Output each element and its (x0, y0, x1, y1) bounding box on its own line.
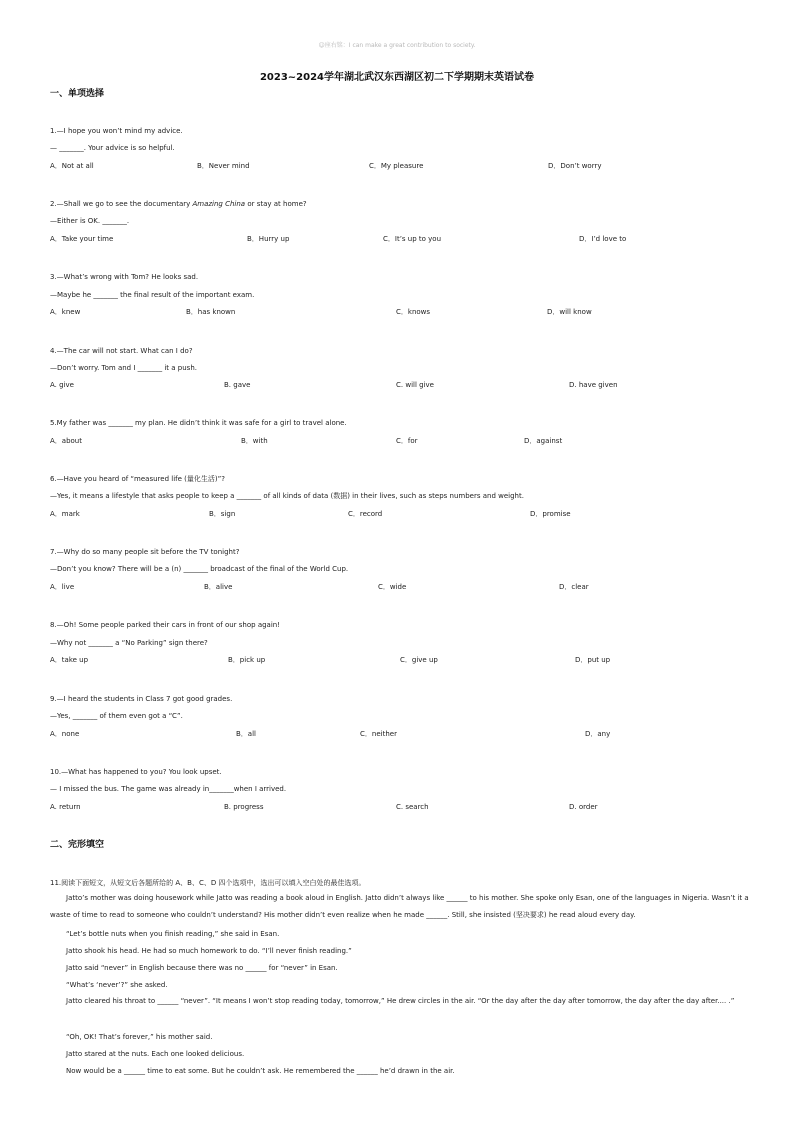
cloze-paragraph-1: Jatto’s mother was doing housework while Jatto was reading a book aloud in English. Jatto didn’t always like ______ to his mother. She spoke only Esan, one of the languages in Nigeria. Wasn’t it a waste of time to read to someone who couldn’t understand? His mother didn’t even realize when he made ______. Still, she insisted (坚决要求) he read aloud every day. (50, 894, 749, 919)
page-motto: ☺座右铭：I can make a great contribution to society. (318, 42, 476, 49)
q5-option-b[interactable]: B．with (241, 437, 268, 445)
q4-option-a[interactable]: A. give (50, 381, 74, 389)
cloze-paragraph-8: Jatto stared at the nuts. Each one looked delicious. (66, 1050, 245, 1058)
q1-option-a[interactable]: A．Not at all (50, 162, 94, 170)
question-1-reply: — _______. Your advice is so helpful. (50, 144, 175, 152)
q6-option-d[interactable]: D．promise (530, 510, 571, 518)
cloze-instruction: 11.阅读下面短文，从短文后各题所给的 A、B、C、D 四个选项中，选出可以填入空白处的最佳选项。 (50, 879, 366, 887)
q4-option-d[interactable]: D. have given (569, 381, 618, 389)
question-4-reply: —Don’t worry. Tom and I _______ it a push. (50, 364, 197, 372)
q2-option-c[interactable]: C．It’s up to you (383, 235, 442, 243)
question-10-stem: 10.—What has happened to you? You look upset. (50, 768, 222, 776)
exam-title: 2023~2024学年湖北武汉东西湖区初二下学期期末英语试卷 (259, 72, 535, 83)
q2-option-a[interactable]: A．Take your time (50, 235, 114, 243)
q9-option-d[interactable]: D．any (585, 730, 611, 738)
q5-option-d[interactable]: D．against (524, 437, 563, 445)
q9-option-c[interactable]: C．neither (360, 730, 397, 738)
q3-option-c[interactable]: C．knows (396, 308, 431, 316)
q1-option-c[interactable]: C．My pleasure (369, 162, 424, 170)
question-3-stem: 3.—What’s wrong with Tom? He looks sad. (50, 273, 199, 281)
question-7-reply: —Don’t you know? There will be a (n) _______ broadcast of the final of the World Cup. (50, 565, 349, 573)
q4-option-c[interactable]: C. will give (396, 381, 434, 389)
question-1-stem: 1.—I hope you won’t mind my advice. (50, 127, 183, 135)
q2-option-b[interactable]: B．Hurry up (247, 235, 290, 243)
question-3-reply: —Maybe he _______ the final result of the important exam. (50, 291, 255, 299)
question-6-reply: —Yes, it means a lifestyle that asks people to keep a _______ of all kinds of data (数据) in their lives, such as steps numbers and weight. (50, 492, 524, 500)
question-9-stem: 9.—I heard the students in Class 7 got good grades. (50, 695, 233, 703)
question-2-reply: —Either is OK. _______. (50, 217, 130, 225)
q9-option-a[interactable]: A．none (50, 730, 80, 738)
question-4-stem: 4.—The car will not start. What can I do? (50, 347, 193, 355)
question-6-stem: 6.—Have you heard of “measured life (量化生活)”? (50, 475, 225, 483)
q8-option-b[interactable]: B．pick up (228, 656, 266, 664)
documentary-title: Amazing China (192, 200, 246, 208)
question-8-reply: —Why not _______ a “No Parking” sign there? (50, 639, 208, 647)
q6-option-b[interactable]: B．sign (209, 510, 236, 518)
q5-option-c[interactable]: C．for (396, 437, 418, 445)
q7-option-a[interactable]: A．live (50, 583, 75, 591)
q6-option-a[interactable]: A．mark (50, 510, 80, 518)
q7-option-c[interactable]: C．wide (378, 583, 407, 591)
q10-option-c[interactable]: C. search (396, 803, 429, 811)
cloze-paragraph-7: “Oh, OK! That’s forever,” his mother said. (66, 1033, 213, 1041)
cloze-paragraph-4: Jatto said “never” in English because there was no ______ for “never” in Esan. (66, 964, 338, 972)
cloze-paragraph-5: “What’s ‘never’?” she asked. (66, 981, 168, 989)
q7-option-b[interactable]: B．alive (204, 583, 233, 591)
q8-option-c[interactable]: C．give up (400, 656, 438, 664)
q1-option-d[interactable]: D．Don’t worry (548, 162, 602, 170)
q9-option-b[interactable]: B．all (236, 730, 256, 738)
q7-option-d[interactable]: D．clear (559, 583, 589, 591)
q4-option-b[interactable]: B. gave (224, 381, 251, 389)
q3-option-b[interactable]: B．has known (186, 308, 236, 316)
section-title-single-choice: 一、单项选择 (50, 89, 105, 99)
cloze-paragraph-3: Jatto shook his head. He had so much homework to do. “I’ll never finish reading.” (66, 947, 352, 955)
q3-option-d[interactable]: D．will know (547, 308, 592, 316)
q10-option-d[interactable]: D. order (569, 803, 598, 811)
q8-option-a[interactable]: A．take up (50, 656, 89, 664)
question-10-reply: — I missed the bus. The game was already in_______when I arrived. (50, 785, 287, 793)
q10-option-b[interactable]: B. progress (224, 803, 264, 811)
question-7-stem: 7.—Why do so many people sit before the TV tonight? (50, 548, 240, 556)
q1-option-b[interactable]: B．Never mind (197, 162, 250, 170)
question-8-stem: 8.—Oh! Some people parked their cars in front of our shop again! (50, 621, 281, 629)
q3-option-a[interactable]: A．knew (50, 308, 81, 316)
q10-option-a[interactable]: A. return (50, 803, 81, 811)
cloze-paragraph-9: Now would be a ______ time to eat some. But he couldn’t ask. He remembered the ______ he’d drawn in the air. (66, 1067, 455, 1075)
q5-option-a[interactable]: A．about (50, 437, 82, 445)
question-9-reply: —Yes, _______ of them even got a “C”. (50, 712, 183, 720)
section-title-cloze: 二、完形填空 (50, 840, 105, 850)
q8-option-d[interactable]: D．put up (575, 656, 611, 664)
q2-option-d[interactable]: D．I’d love to (579, 235, 627, 243)
cloze-paragraph-6: Jatto cleared his throat to ______ “never”. “It means I won’t stop reading today, tomorrow,” He drew circles in the air. “Or the day after the day after tomorrow, the day after the day after.... .” (66, 997, 735, 1005)
cloze-paragraph-2: “Let’s bottle nuts when you finish reading,” she said in Esan. (66, 930, 280, 938)
q6-option-c[interactable]: C．record (348, 510, 383, 518)
question-5-stem: 5.My father was _______ my plan. He didn’t think it was safe for a girl to travel alone. (50, 419, 347, 427)
question-2-stem: 2.—Shall we go to see the documentary Amazing China or stay at home? (50, 200, 307, 208)
